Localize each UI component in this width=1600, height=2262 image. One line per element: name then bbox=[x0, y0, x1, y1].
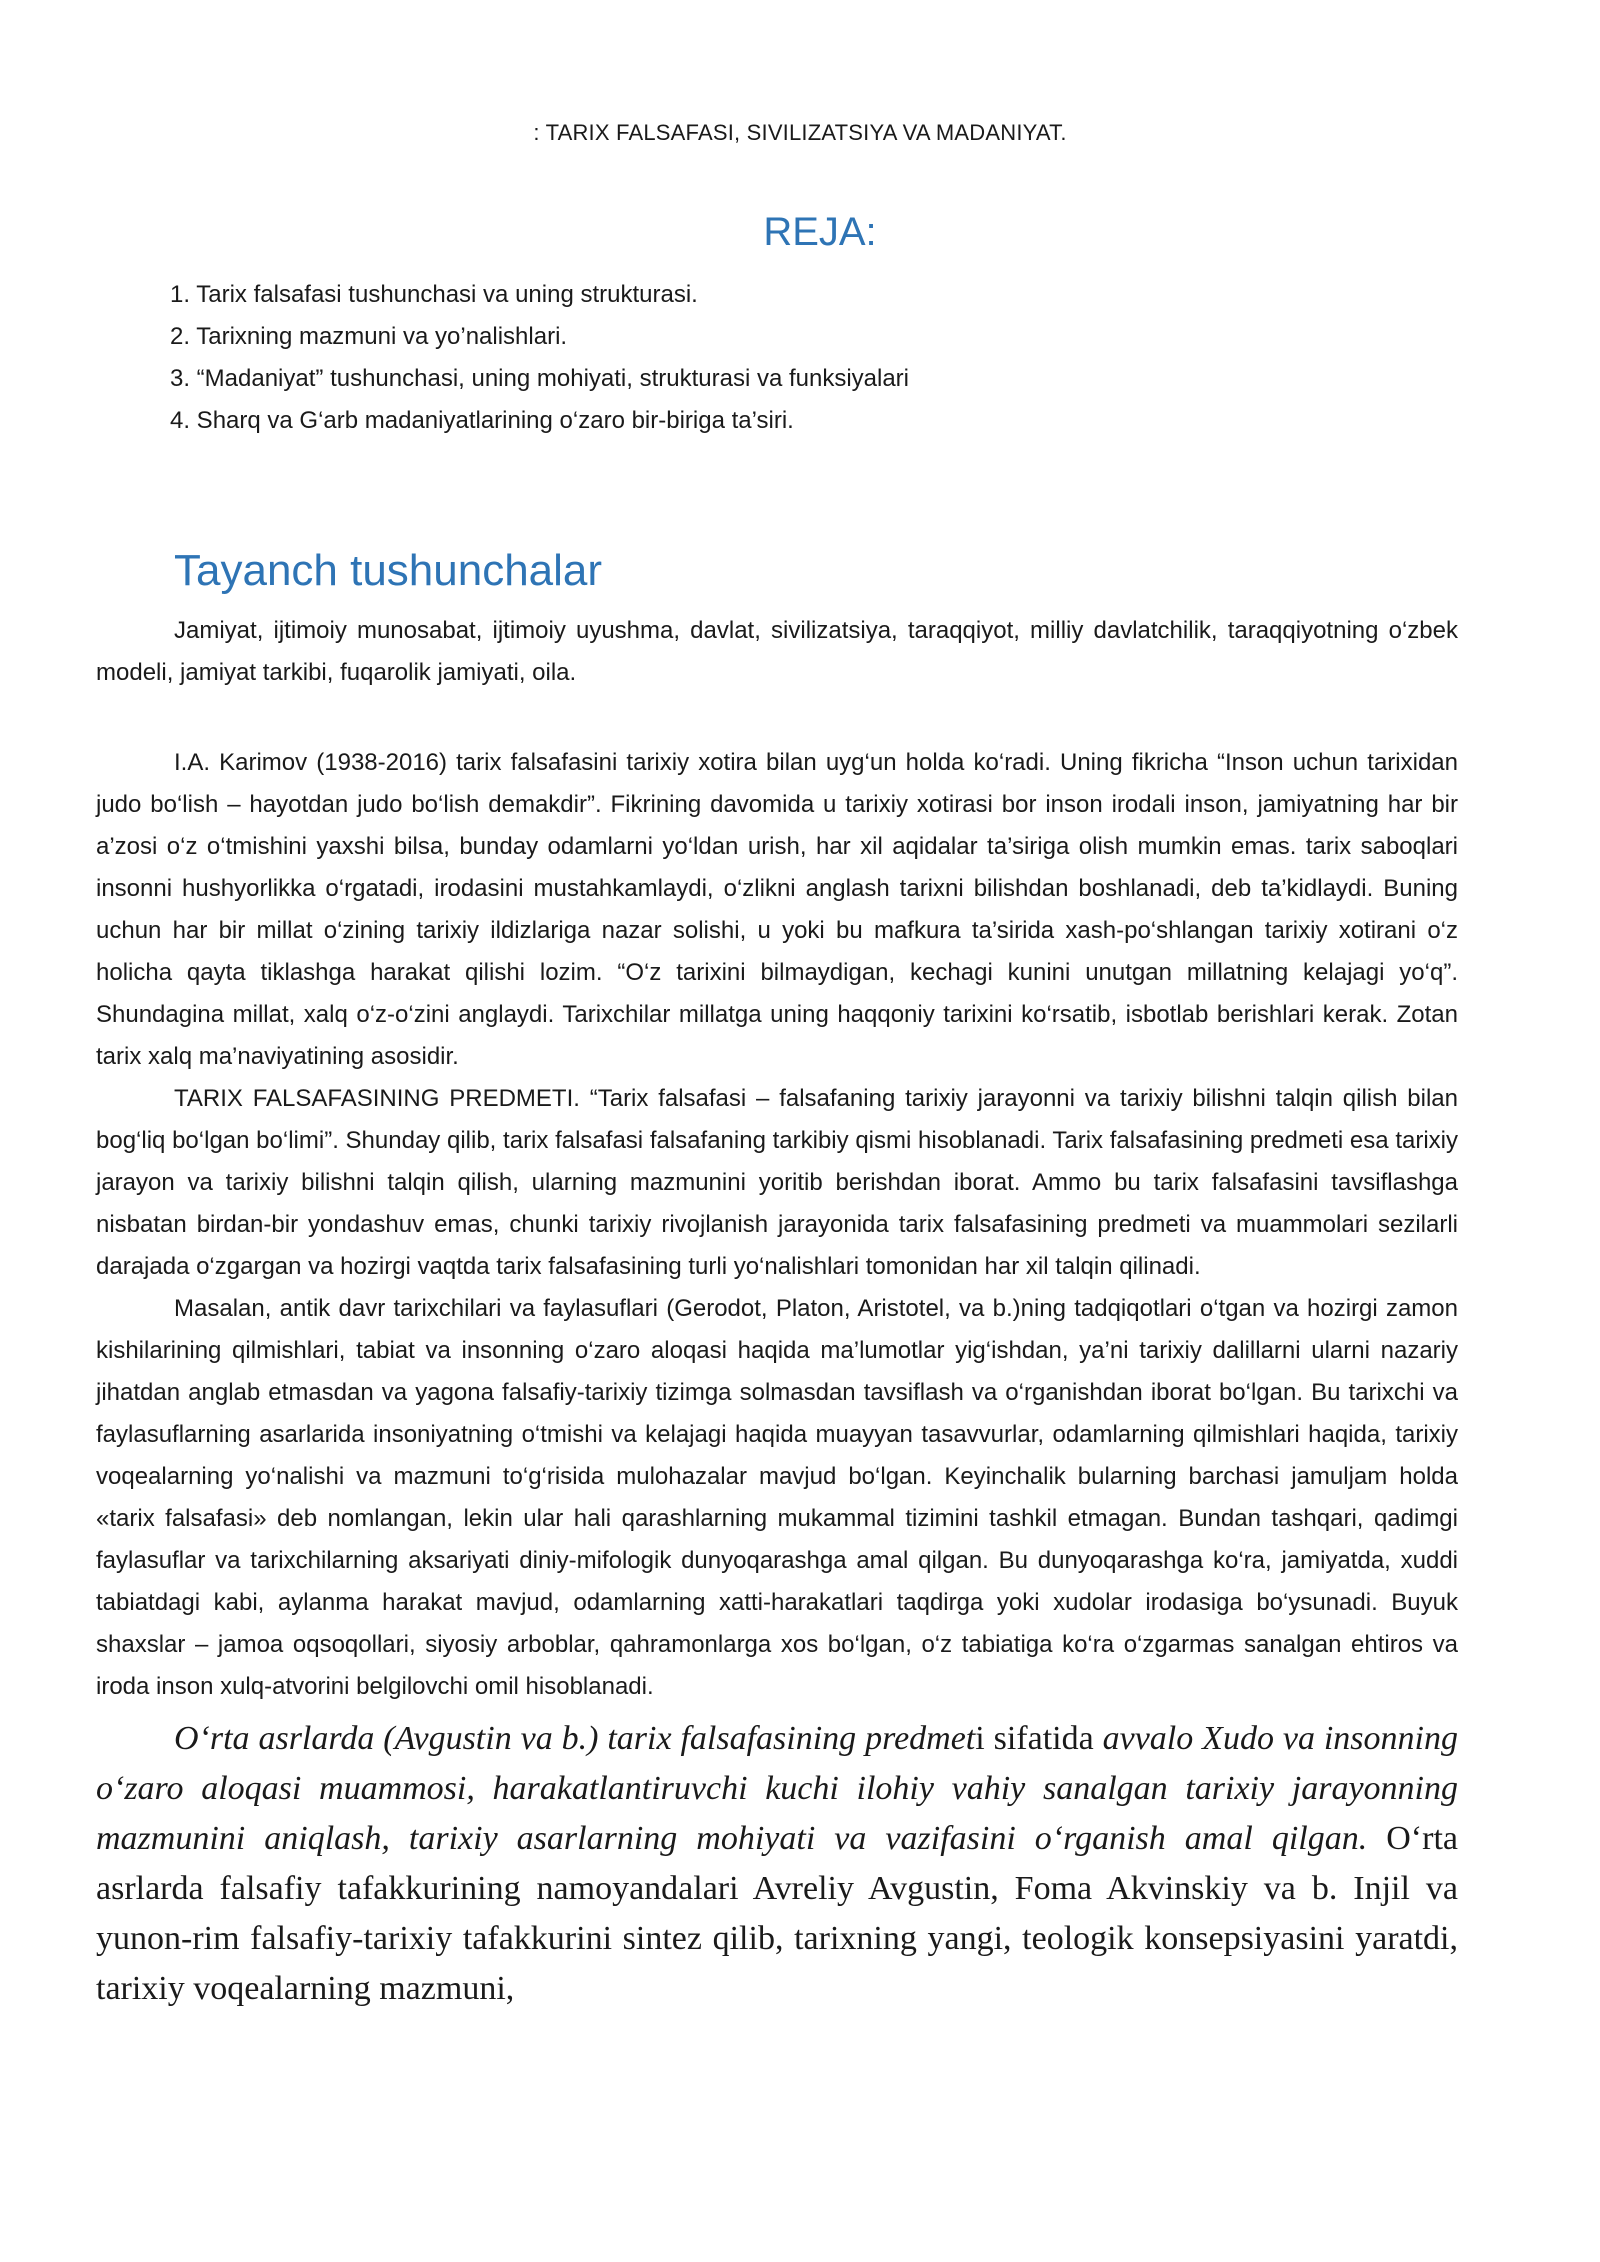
paragraph-karimov: I.A. Karimov (1938-2016) tarix falsafasini tarixiy xotira bilan uyg‘un holda ko‘radi. Uning fikricha “Inson uchun tarixidan judo bo‘lish – hayotdan judo bo‘lish demakdir”. Fikrining davomida u tarixiy xotirasi bor inson irodali inson, jamiyatning har bir a’zosi o‘z o‘tmishini yaxshi bilsa, bunday odamlarni yo‘ldan urish, har xil aqidalar ta’siriga olish mumkin emas. tarix saboqlari insonni hushyorlikka o‘rgatadi, irodasini mustahkamlaydi, o‘zlikni anglash tarixni bilishdan boshlanadi, deb ta’kidlaydi. Buning uchun har bir millat o‘zining tarixiy ildizlariga nazar solishi, u yoki bu mafkura ta’sirida xash-po‘shlangan tarixiy xotirani o‘z holicha qayta tiklashga harakat qilishi lozim. “O‘z tarixini bilmaydigan, kechagi kunini unutgan millatning kelajagi yo‘q”. Shundagina millat, xalq o‘z-o‘zini anglaydi. Tarixchilar millatga uning haqqoniy tarixini ko‘rsatib, isbotlab berishlari kerak. Zotan tarix xalq ma’naviyatining asosidir. bbox=[96, 749, 1458, 1070]
reja-item: 4. Sharq va G‘arb madaniyatlarining o‘zaro bir-biriga ta’siri. bbox=[170, 407, 794, 434]
reja-item: 3. “Madaniyat” tushunchasi, uning mohiyati, strukturasi va funksiyalari bbox=[170, 365, 910, 392]
tayanch-text-block bbox=[96, 610, 1458, 694]
paragraph-predmet: TARIX FALSAFASINING PREDMETI. “Tarix falsafasi – falsafaning tarixiy jarayonni va tarixiy bilishni talqin qilish bilan bog‘liq bo‘lgan bo‘limi”. Shunday qilib, tarix falsafasi falsafaning tarkibiy qismi hisoblanadi. Tarix falsafasining predmeti esa tarixiy jarayon va tarixiy bilishni talqin qilish, ularning mazmunini yoritib berishdan iborat. Ammo bu tarix falsafasini tavsiflashga nisbatan birdan-bir yondashuv emas, chunki tarixiy rivojlanish jarayonida tarix falsafasining predmeti va muammolari sezilarli darajada o‘zgargan va hozirgi vaqtda tarix falsafasining turli yo‘nalishlari tomonidan har xil talqin qilinadi. bbox=[96, 1085, 1458, 1280]
reja-heading: REJA: bbox=[763, 210, 877, 254]
tayanch-paragraph: Jamiyat, ijtimoiy munosabat, ijtimoiy uyushma, davlat, sivilizatsiya, taraqqiyot, milliy davlatchilik, taraqqiyotning o‘zbek modeli, jamiyat tarkibi, fuqarolik jamiyati, oila. bbox=[96, 617, 1458, 686]
italic-span: avvalo Xudo va insonning o‘zaro aloqasi muammosi, harakatlantiruvchi kuchi ilohiy vahiy sanalgan tarixiy jarayonning mazmunini aniqlash, tarixiy asarlarning mohiyati va vazifasini o‘rganish amal qilgan. bbox=[96, 1720, 1458, 1857]
reja-item: 1. Tarix falsafasi tushunchasi va uning strukturasi. bbox=[170, 281, 698, 308]
reja-item: 2. Tarixning mazmuni va yo’nalishlari. bbox=[170, 323, 568, 350]
plain-span: i sifatida bbox=[975, 1720, 1103, 1757]
paragraph-antik: Masalan, antik davr tarixchilari va faylasuflari (Gerodot, Platon, Aristotel, va b.)ning tadqiqotlari o‘tgan va hozirgi zamon kishilarining qilmishlari, tabiat va insonning o‘zaro aloqasi haqida ma’lumotlar yig‘ishdan, ya’ni tarixiy dalillarni ularni nazariy jihatdan anglab etmasdan va yagona falsafiy-tarixiy tizimga solmasdan tavsiflash va o‘rganishdan iborat bo‘lgan. Bu tarixchi va faylasuflarning asarlarida insoniyatning o‘tmishi va kelajagi haqida muayyan tasavvurlar, odamlarning qilmishlari haqida, tarixiy voqealarning yo‘nalishi va mazmuni to‘g‘risida mulohazalar mavjud bo‘lgan. Keyinchalik bularning barchasi jamuljam holda «tarix falsafasi» deb nomlangan, lekin ular hali qarashlarning mukammal tizimini tashkil etmagan. Bundan tashqari, qadimgi faylasuflar va tarixchilarning aksariyati diniy-mifologik dunyoqarashga amal qilgan. Bu dunyoqarashga ko‘ra, jamiyatda, xuddi tabiatdagi kabi, aylanma harakat mavjud, odamlarning xatti-harakatlari taqdirga yoki xudolar irodasiga bo‘ysunadi. Buyuk shaxslar – jamoa oqsoqollari, siyosiy arboblar, qahramonlarga xos bo‘lgan, o‘z tabiatiga ko‘ra o‘zgarmas sanalgan ehtiros va iroda inson xulq-atvorini belgilovchi omil hisoblanadi. bbox=[96, 1295, 1458, 1700]
document-title: : TARIX FALSAFASI, SIVILIZATSIYA VA MADANIYAT. bbox=[533, 120, 1067, 145]
paragraph-orta-asrlar bbox=[96, 1714, 1458, 2014]
italic-span: O‘rta asrlarda (Avgustin va b.) tarix falsafasining predmet bbox=[174, 1720, 976, 1757]
tayanch-heading: Tayanch tushunchalar bbox=[174, 546, 603, 595]
reja-list bbox=[170, 274, 1470, 442]
main-text-block bbox=[96, 742, 1458, 2014]
plain-span: O‘rta asrlarda falsafiy tafakkurining namoyandalari Avreliy Avgustin, Foma Akvinskiy va b. Injil va yunon-rim falsafiy-tarixiy tafakkurini sintez qilib, tarixning yangi, teologik konsepsiyasini yaratdi, tarixiy voqealarning mazmuni, bbox=[96, 1820, 1458, 2007]
